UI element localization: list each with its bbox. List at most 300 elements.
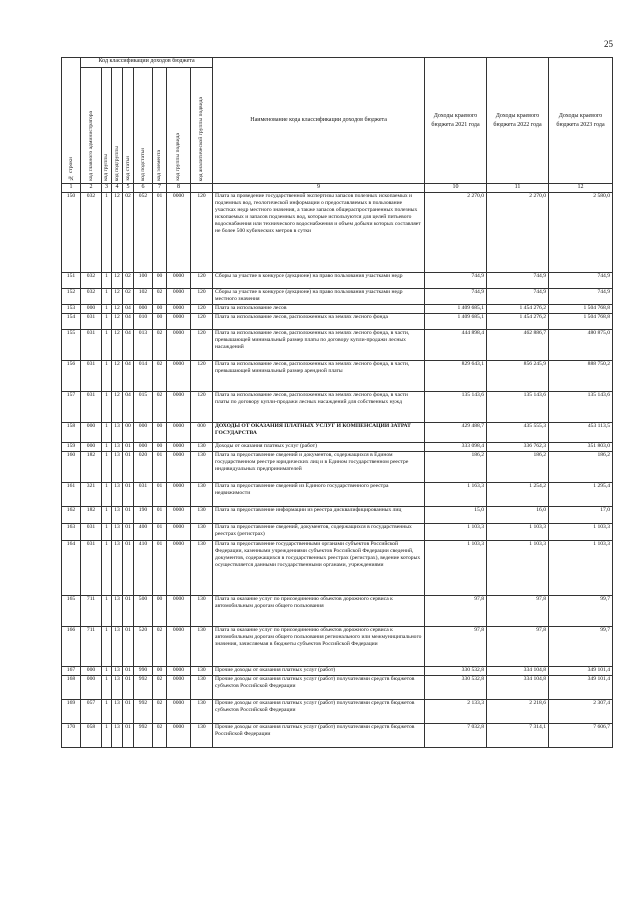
code-cell: 0000 — [167, 329, 191, 360]
table-row — [62, 506, 613, 523]
page-number: 25 — [604, 39, 613, 49]
code-cell: 13 — [112, 442, 123, 451]
value-2021: 330 532,8 — [425, 666, 487, 675]
code-cell: 992 — [134, 723, 153, 747]
revenue-name: Прочие доходы от оказания платных услуг (работ) получателями средств бюджетов субъектов Российской Федерации — [213, 675, 425, 699]
header-2021: Доходы краевого бюджета 2021 года — [425, 58, 487, 184]
value-2021: 429 488,7 — [425, 422, 487, 442]
header-code-label: код группы — [103, 154, 110, 181]
value-2023: 1 103,3 — [549, 540, 613, 595]
code-cell: 1 — [102, 313, 112, 329]
code-cell: 130 — [191, 699, 213, 723]
header-code-col — [191, 68, 213, 184]
value-2021: 135 143,6 — [425, 391, 487, 422]
code-cell: 182 — [81, 506, 102, 523]
code-cell: 032 — [81, 192, 102, 272]
value-2021: 1 163,3 — [425, 482, 487, 506]
code-cell: 02 — [153, 626, 167, 666]
code-cell: 010 — [134, 313, 153, 329]
header-row-no-label: № строки — [67, 157, 74, 181]
value-2022: 1 103,3 — [487, 523, 549, 540]
value-2021: 2 270,0 — [425, 192, 487, 272]
code-cell: 120 — [191, 304, 213, 313]
value-2022: 1 454 276,2 — [487, 304, 549, 313]
value-2022: 7 314,1 — [487, 723, 549, 747]
value-2023: 2 580,0 — [549, 192, 613, 272]
code-cell: 13 — [112, 723, 123, 747]
row-number: 156 — [62, 360, 81, 391]
value-2023: 744,9 — [549, 272, 613, 288]
header-code-label: код подстатьи — [139, 147, 146, 181]
code-cell: 0000 — [167, 288, 191, 304]
value-2022: 1 454 276,2 — [487, 313, 549, 329]
revenue-name: ДОХОДЫ ОТ ОКАЗАНИЯ ПЛАТНЫХ УСЛУГ И КОМПЕНСАЦИИ ЗАТРАТ ГОСУДАРСТВА — [213, 422, 425, 442]
code-cell: 0000 — [167, 626, 191, 666]
revenue-name: Прочие доходы от оказания платных услуг (работ) — [213, 666, 425, 675]
code-cell: 000 — [81, 422, 102, 442]
value-2023: 1 504 768,8 — [549, 313, 613, 329]
code-cell: 12 — [112, 272, 123, 288]
code-cell: 0000 — [167, 442, 191, 451]
code-cell: 1 — [102, 595, 112, 626]
code-cell: 100 — [134, 272, 153, 288]
code-cell: 0000 — [167, 723, 191, 747]
code-cell: 13 — [112, 666, 123, 675]
code-cell: 13 — [112, 675, 123, 699]
code-cell: 000 — [81, 675, 102, 699]
value-2023: 99,7 — [549, 595, 613, 626]
value-2021: 330 532,8 — [425, 675, 487, 699]
code-cell: 000 — [134, 304, 153, 313]
code-cell: 031 — [81, 391, 102, 422]
header-code-col — [112, 68, 123, 184]
code-cell: 13 — [112, 699, 123, 723]
code-cell: 1 — [102, 288, 112, 304]
value-2023: 349 101,4 — [549, 666, 613, 675]
column-number-row — [62, 184, 613, 193]
code-cell: 031 — [134, 482, 153, 506]
code-cell: 0000 — [167, 482, 191, 506]
revenue-name: Плата за использование лесов, расположенных на землях лесного фонда, в части, превышающей минимальный размер арендной платы — [213, 360, 425, 391]
col-number: 3 — [102, 184, 112, 193]
code-cell: 1 — [102, 506, 112, 523]
code-cell: 00 — [153, 272, 167, 288]
col-number: 7 — [153, 184, 167, 193]
col-number: 2 — [81, 184, 102, 193]
code-cell: 000 — [134, 422, 153, 442]
row-number: 167 — [62, 666, 81, 675]
code-cell: 0000 — [167, 192, 191, 272]
code-cell: 02 — [153, 675, 167, 699]
header-code-col — [153, 68, 167, 184]
revenue-name: Прочие доходы от оказания платных услуг (работ) получателями средств бюджетов Российской Федерации — [213, 723, 425, 747]
header-code-label: код элемента — [156, 150, 163, 181]
code-cell: 031 — [81, 360, 102, 391]
code-cell: 992 — [134, 699, 153, 723]
code-cell: 032 — [81, 288, 102, 304]
code-cell: 190 — [134, 506, 153, 523]
code-cell: 711 — [81, 626, 102, 666]
code-cell: 12 — [112, 288, 123, 304]
code-cell: 990 — [134, 666, 153, 675]
table-row — [62, 442, 613, 451]
header-row-no — [62, 58, 81, 184]
code-cell: 13 — [112, 595, 123, 626]
code-cell: 01 — [153, 451, 167, 482]
code-cell: 130 — [191, 595, 213, 626]
table-row — [62, 523, 613, 540]
code-cell: 520 — [134, 626, 153, 666]
revenue-name: Прочие доходы от оказания платных услуг (работ) получателями средств бюджетов субъектов Российской Федерации — [213, 699, 425, 723]
code-cell: 02 — [153, 391, 167, 422]
code-cell: 992 — [134, 675, 153, 699]
value-2023: 186,2 — [549, 451, 613, 482]
header-code-label: код подгруппы — [113, 145, 120, 181]
col-number: 10 — [425, 184, 487, 193]
code-cell: 031 — [81, 329, 102, 360]
revenue-name: Плата за использование лесов, расположенных на землях лесного фонда, в части, превышающей минимальный размер платы по договору купли-продажи лесных насаждений — [213, 329, 425, 360]
revenue-name: Сборы за участие в конкурсе (аукционе) на право пользования участками недр местного значения — [213, 288, 425, 304]
code-cell: 120 — [191, 329, 213, 360]
code-cell: 130 — [191, 723, 213, 747]
code-cell: 0000 — [167, 675, 191, 699]
value-2022: 2 218,6 — [487, 699, 549, 723]
code-cell: 01 — [123, 451, 134, 482]
code-cell: 02 — [153, 288, 167, 304]
row-number: 164 — [62, 540, 81, 595]
code-cell: 00 — [153, 442, 167, 451]
code-cell: 321 — [81, 482, 102, 506]
value-2023: 1 103,3 — [549, 523, 613, 540]
value-2022: 334 104,8 — [487, 666, 549, 675]
code-cell: 01 — [153, 523, 167, 540]
revenue-name: Плата за оказание услуг по присоединению объектов дорожного сервиса к автомобильным дорогам общего пользования — [213, 595, 425, 626]
revenue-name: Сборы за участие в конкурсе (аукционе) на право пользования участками недр — [213, 272, 425, 288]
col-number-blank — [191, 184, 213, 193]
row-number: 160 — [62, 451, 81, 482]
revenue-name: Плата за использование лесов — [213, 304, 425, 313]
row-number: 166 — [62, 626, 81, 666]
code-cell: 058 — [81, 723, 102, 747]
value-2023: 17,0 — [549, 506, 613, 523]
code-cell: 013 — [134, 329, 153, 360]
code-cell: 00 — [153, 313, 167, 329]
value-2023: 744,9 — [549, 288, 613, 304]
code-cell: 12 — [112, 192, 123, 272]
col-number: 6 — [134, 184, 153, 193]
code-cell: 1 — [102, 192, 112, 272]
value-2021: 829 643,1 — [425, 360, 487, 391]
code-cell: 130 — [191, 666, 213, 675]
header-code-col — [123, 68, 134, 184]
budget-revenue-table — [61, 57, 613, 748]
revenue-name: Плата за оказание услуг по присоединению объектов дорожного сервиса к автомобильным дорогам общего пользования регионального или межмуниципального значения, зачисляемая в бюджеты субъектов Российской Федерации — [213, 626, 425, 666]
value-2021: 15,0 — [425, 506, 487, 523]
row-number: 163 — [62, 523, 81, 540]
col-number: 11 — [487, 184, 549, 193]
value-2023: 99,7 — [549, 626, 613, 666]
code-cell: 12 — [112, 304, 123, 313]
code-cell: 0000 — [167, 360, 191, 391]
code-cell: 01 — [123, 540, 134, 595]
value-2022: 97,8 — [487, 626, 549, 666]
header-2022: Доходы краевого бюджета 2022 года — [487, 58, 549, 184]
value-2022: 336 762,3 — [487, 442, 549, 451]
code-cell: 02 — [123, 288, 134, 304]
code-cell: 052 — [134, 192, 153, 272]
row-number: 155 — [62, 329, 81, 360]
code-cell: 01 — [123, 723, 134, 747]
header-code-col — [167, 68, 191, 184]
revenue-name: Плата за предоставление информации из реестра дисквалифицированных лиц — [213, 506, 425, 523]
revenue-name: Плата за проведение государственной экспертизы запасов полезных ископаемых и подземных вод, геологической информации о предоставляемых в пользование участках недр местного значения, а также запасов общераспространенных полезных ископаемых и запасов подземных вод, которые используются для целей питьевого водоснабжения или технического водоснабжения и объем добычи которых составляет не более 500 кубических метров в сутки — [213, 192, 425, 272]
value-2021: 2 133,3 — [425, 699, 487, 723]
code-cell: 13 — [112, 540, 123, 595]
value-2022: 186,2 — [487, 451, 549, 482]
code-cell: 13 — [112, 422, 123, 442]
code-cell: 13 — [112, 482, 123, 506]
value-2021: 97,8 — [425, 626, 487, 666]
code-cell: 1 — [102, 442, 112, 451]
code-cell: 014 — [134, 360, 153, 391]
code-cell: 0000 — [167, 506, 191, 523]
code-cell: 130 — [191, 626, 213, 666]
code-cell: 00 — [153, 422, 167, 442]
code-cell: 04 — [123, 313, 134, 329]
code-cell: 0000 — [167, 391, 191, 422]
col-number: 1 — [62, 184, 81, 193]
value-2022: 135 143,6 — [487, 391, 549, 422]
row-number: 159 — [62, 442, 81, 451]
code-cell: 500 — [134, 595, 153, 626]
code-cell: 057 — [81, 699, 102, 723]
value-2023: 135 143,6 — [549, 391, 613, 422]
row-number: 168 — [62, 675, 81, 699]
revenue-name: Плата за предоставление сведений, документов, содержащихся в государственных реестрах (регистрах) — [213, 523, 425, 540]
code-cell: 1 — [102, 675, 112, 699]
value-2022: 334 104,8 — [487, 675, 549, 699]
code-cell: 130 — [191, 523, 213, 540]
revenue-name: Доходы от оказания платных услуг (работ) — [213, 442, 425, 451]
code-cell: 0000 — [167, 422, 191, 442]
row-number: 152 — [62, 288, 81, 304]
code-cell: 1 — [102, 304, 112, 313]
row-number: 154 — [62, 313, 81, 329]
col-number: 12 — [549, 184, 613, 193]
code-cell: 0000 — [167, 451, 191, 482]
row-number: 157 — [62, 391, 81, 422]
value-2021: 1 103,3 — [425, 540, 487, 595]
header-code-label: код статьи — [124, 156, 131, 181]
table-row — [62, 482, 613, 506]
table-row — [62, 360, 613, 391]
code-cell: 02 — [153, 329, 167, 360]
value-2021: 97,8 — [425, 595, 487, 626]
code-cell: 032 — [81, 272, 102, 288]
value-2023: 453 113,5 — [549, 422, 613, 442]
code-cell: 00 — [153, 666, 167, 675]
code-cell: 1 — [102, 666, 112, 675]
value-2022: 1 103,3 — [487, 540, 549, 595]
value-2021: 186,2 — [425, 451, 487, 482]
value-2021: 744,9 — [425, 272, 487, 288]
code-cell: 0000 — [167, 304, 191, 313]
value-2023: 1 504 768,8 — [549, 304, 613, 313]
row-number: 150 — [62, 192, 81, 272]
code-cell: 12 — [112, 329, 123, 360]
code-cell: 1 — [102, 360, 112, 391]
code-cell: 031 — [81, 523, 102, 540]
code-cell: 1 — [102, 391, 112, 422]
row-number: 165 — [62, 595, 81, 626]
code-cell: 00 — [153, 304, 167, 313]
code-cell: 01 — [153, 482, 167, 506]
code-cell: 12 — [112, 360, 123, 391]
table-row — [62, 540, 613, 595]
table-row — [62, 272, 613, 288]
code-cell: 0000 — [167, 523, 191, 540]
code-cell: 1 — [102, 723, 112, 747]
code-cell: 01 — [123, 442, 134, 451]
value-2022: 16,0 — [487, 506, 549, 523]
value-2021: 444 898,4 — [425, 329, 487, 360]
code-cell: 0000 — [167, 540, 191, 595]
table-row — [62, 451, 613, 482]
code-cell: 015 — [134, 391, 153, 422]
code-cell: 000 — [81, 442, 102, 451]
value-2022: 2 270,0 — [487, 192, 549, 272]
code-cell: 120 — [191, 288, 213, 304]
header-code-label: код главного администратора — [87, 111, 94, 181]
code-cell: 04 — [123, 360, 134, 391]
code-cell: 13 — [112, 626, 123, 666]
code-cell: 02 — [153, 360, 167, 391]
value-2023: 480 875,0 — [549, 329, 613, 360]
header-name: Наименование кода классификации доходов бюджета — [213, 58, 425, 184]
code-cell: 1 — [102, 626, 112, 666]
code-cell: 00 — [153, 595, 167, 626]
table-row — [62, 304, 613, 313]
revenue-name: Плата за предоставление сведений из Единого государственного реестра недвижимости — [213, 482, 425, 506]
code-cell: 02 — [153, 723, 167, 747]
code-cell: 1 — [102, 540, 112, 595]
code-cell: 01 — [123, 595, 134, 626]
table-row — [62, 192, 613, 272]
code-cell: 1 — [102, 699, 112, 723]
col-number: 9 — [213, 184, 425, 193]
value-2022: 435 555,3 — [487, 422, 549, 442]
revenue-name: Плата за использование лесов, расположенных на землях лесного фонда — [213, 313, 425, 329]
code-cell: 01 — [153, 192, 167, 272]
table-row — [62, 313, 613, 329]
code-cell: 000 — [81, 666, 102, 675]
code-cell: 000 — [81, 304, 102, 313]
code-cell: 13 — [112, 523, 123, 540]
table-row — [62, 595, 613, 626]
code-cell: 102 — [134, 288, 153, 304]
value-2022: 856 245,9 — [487, 360, 549, 391]
revenue-name: Плата за использование лесов, расположенных на землях лесного фонда, в части платы по договору купли-продажи лесных насаждений для собственных нужд — [213, 391, 425, 422]
code-cell: 0000 — [167, 699, 191, 723]
header-code-col — [134, 68, 153, 184]
code-cell: 120 — [191, 391, 213, 422]
code-cell: 120 — [191, 313, 213, 329]
code-cell: 0000 — [167, 666, 191, 675]
value-2022: 744,9 — [487, 272, 549, 288]
code-cell: 01 — [123, 666, 134, 675]
code-cell: 410 — [134, 540, 153, 595]
header-2023: Доходы краевого бюджета 2023 года — [549, 58, 613, 184]
value-2021: 7 032,8 — [425, 723, 487, 747]
value-2021: 1 409 685,1 — [425, 313, 487, 329]
value-2022: 744,9 — [487, 288, 549, 304]
value-2021: 1 409 685,1 — [425, 304, 487, 313]
value-2022: 97,8 — [487, 595, 549, 626]
col-number: 4 — [112, 184, 123, 193]
code-cell: 1 — [102, 329, 112, 360]
code-cell: 020 — [134, 451, 153, 482]
revenue-name: Плата за предоставление сведений и документов, содержащихся в Едином государственном реестре юридических лиц и в Едином государственном реестре индивидуальных предпринимателей — [213, 451, 425, 482]
code-cell: 400 — [134, 523, 153, 540]
col-number: 5 — [123, 184, 134, 193]
table-row — [62, 723, 613, 747]
value-2022: 462 886,7 — [487, 329, 549, 360]
row-number: 158 — [62, 422, 81, 442]
code-cell: 1 — [102, 482, 112, 506]
code-cell: 01 — [123, 699, 134, 723]
value-2023: 888 750,2 — [549, 360, 613, 391]
code-cell: 02 — [123, 192, 134, 272]
code-cell: 130 — [191, 675, 213, 699]
code-cell: 0000 — [167, 313, 191, 329]
code-cell: 04 — [123, 329, 134, 360]
code-cell: 01 — [153, 506, 167, 523]
code-cell: 0000 — [167, 272, 191, 288]
code-cell: 12 — [112, 391, 123, 422]
code-cell: 130 — [191, 482, 213, 506]
row-number: 170 — [62, 723, 81, 747]
code-cell: 00 — [123, 422, 134, 442]
value-2021: 744,9 — [425, 288, 487, 304]
table-row — [62, 391, 613, 422]
code-cell: 0000 — [167, 595, 191, 626]
header-code-col — [81, 68, 102, 184]
table-row — [62, 699, 613, 723]
code-cell: 031 — [81, 540, 102, 595]
code-cell: 000 — [134, 442, 153, 451]
table-row — [62, 422, 613, 442]
code-cell: 01 — [123, 482, 134, 506]
code-cell: 13 — [112, 451, 123, 482]
code-cell: 120 — [191, 192, 213, 272]
code-cell: 01 — [123, 675, 134, 699]
code-cell: 711 — [81, 595, 102, 626]
code-cell: 01 — [123, 506, 134, 523]
code-cell: 1 — [102, 451, 112, 482]
value-2023: 349 101,4 — [549, 675, 613, 699]
code-cell: 031 — [81, 313, 102, 329]
row-number: 162 — [62, 506, 81, 523]
value-2023: 2 307,4 — [549, 699, 613, 723]
code-cell: 01 — [123, 626, 134, 666]
code-cell: 12 — [112, 313, 123, 329]
table-row — [62, 675, 613, 699]
code-cell: 1 — [102, 272, 112, 288]
code-cell: 04 — [123, 304, 134, 313]
code-cell: 120 — [191, 360, 213, 391]
code-cell: 1 — [102, 523, 112, 540]
code-cell: 02 — [153, 699, 167, 723]
